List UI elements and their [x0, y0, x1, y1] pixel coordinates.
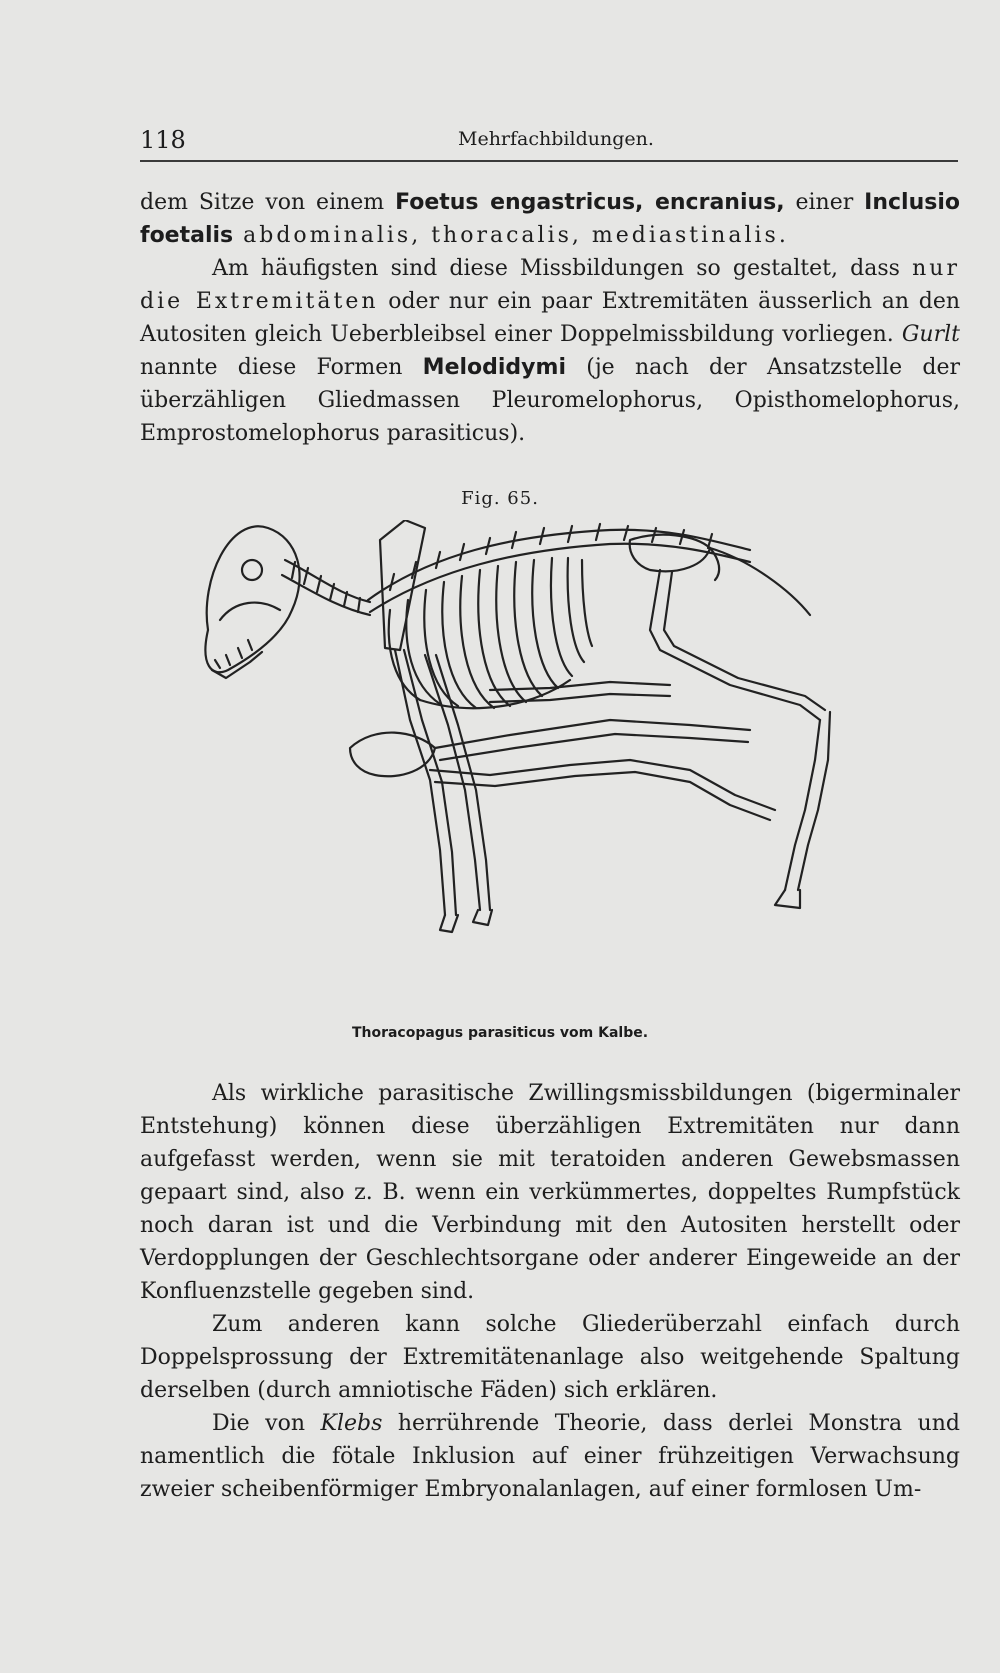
- paragraph-2: [140, 252, 960, 450]
- text-run: (je nach der Ansatzstelle der überzähligen Gliedmassen Pleuromelophorus, Opisthomelophorus, Emprostomelophorus parasiticus).: [140, 355, 960, 446]
- bold-term: Inclusio foetalis: [140, 190, 961, 248]
- text-run: Die von: [212, 1411, 321, 1436]
- skull: [205, 526, 299, 678]
- upper-text: [140, 186, 960, 450]
- author-name: Gurlt: [901, 322, 960, 347]
- running-head: Mehrfachbildungen.: [458, 128, 654, 150]
- pelvis: [630, 535, 719, 580]
- paragraph-5: [140, 1407, 960, 1506]
- ribcage: [389, 558, 592, 708]
- paragraph-1: [140, 186, 960, 252]
- parasitic-limbs: [350, 682, 775, 820]
- figure-label: Fig. 65.: [461, 488, 539, 509]
- text-run: herrührende Theorie, dass derlei Monstra und namentlich die fötale Inklusion auf einer frühzeitigen Verwachsung zweier scheibenförmiger Embryonalanlagen, auf einer formlosen Um-: [140, 1411, 960, 1502]
- author-name: Klebs: [320, 1411, 383, 1436]
- spaced-term: abdominalis, thoracalis, mediastinalis.: [233, 223, 789, 248]
- text-run: einer: [784, 190, 865, 215]
- lower-text: [140, 1077, 960, 1506]
- skeleton-illustration: [190, 520, 910, 1020]
- text-run: oder nur ein paar Extremitäten äusserlich an den Autositen gleich Ueberbleibsel einer Doppelmissbildung vorliegen.: [140, 289, 961, 347]
- spaced-term: nur die Extremitäten: [140, 256, 960, 314]
- tail: [710, 548, 810, 615]
- text-run: dem Sitze von einem: [140, 190, 396, 215]
- paragraph-3: Als wirkliche parasitische Zwillingsmissbildungen (bigerminaler Entstehung) können diese überzähligen Extremitäten nur dann aufgefasst werden, wenn sie mit teratoiden anderen Gewebsmassen gepaart sind, also z. B. wenn ein verkümmertes, doppeltes Rumpfstück noch daran ist und die Verbindung mit den Autositen herstellt oder Verdopplungen der Geschlechtsorgane oder anderer Eingeweide an der Konfluenzstelle gegeben sind.: [140, 1081, 960, 1304]
- paragraph-4: Zum anderen kann solche Gliederüberzahl einfach durch Doppelsprossung der Extremitätenanlage also weitgehende Spaltung derselben (durch amniotische Fäden) sich erklären.: [140, 1312, 960, 1403]
- hindlimb: [650, 570, 830, 908]
- neck-vertebrae: [282, 560, 370, 615]
- text-run: Am häufigsten sind diese Missbildungen so gestaltet, dass: [212, 256, 913, 281]
- page-number: 118: [140, 126, 186, 154]
- page-header: [140, 126, 958, 162]
- bold-term: Melodidymi: [422, 355, 566, 380]
- bold-term: Foetus engastricus, encranius,: [395, 190, 785, 215]
- figure-caption: Thoracopagus parasiticus vom Kalbe.: [351, 1025, 649, 1041]
- text-run: nannte diese Formen: [140, 355, 423, 380]
